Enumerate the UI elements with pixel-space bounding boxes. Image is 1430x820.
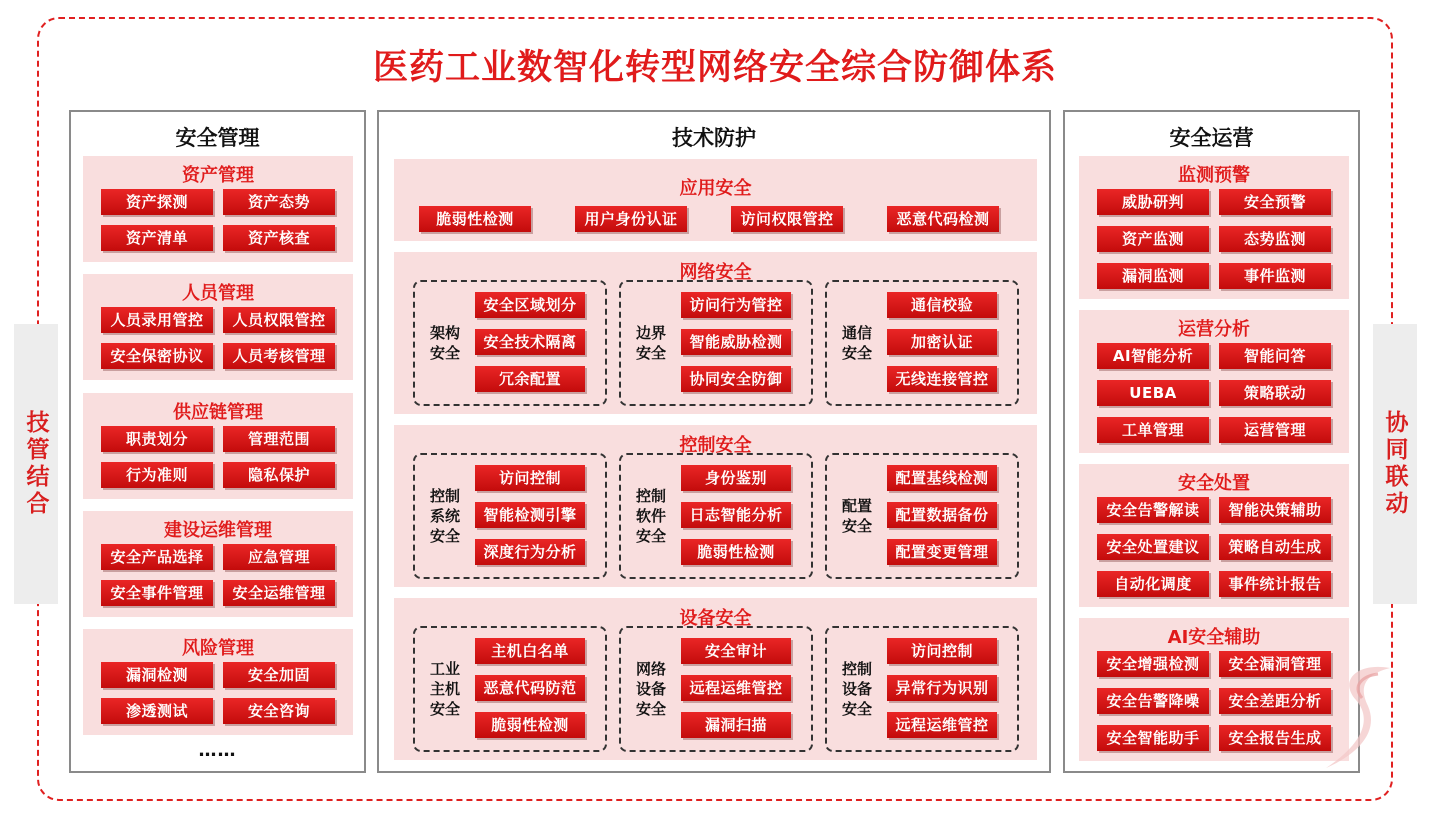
- more-ellipsis: ……: [198, 740, 237, 761]
- item-button[interactable]: 异常行为识别: [887, 675, 997, 701]
- mgmt-section-personnel: [83, 274, 353, 380]
- item-button[interactable]: 资产清单: [101, 225, 213, 251]
- item-button[interactable]: 人员录用管控: [101, 307, 213, 333]
- item-button[interactable]: 配置基线检测: [887, 465, 997, 491]
- item-button[interactable]: 访问控制: [475, 465, 585, 491]
- item-button[interactable]: 安全预警: [1219, 189, 1331, 215]
- section-title: AI安全辅助: [1167, 627, 1261, 648]
- ops-section-monitoring: [1079, 156, 1349, 299]
- item-button[interactable]: 脆弱性检测: [475, 712, 585, 738]
- section-title: 人员管理: [182, 283, 254, 304]
- group-box: [619, 453, 813, 579]
- ops-panel: [1063, 110, 1360, 773]
- item-button[interactable]: 策略自动生成: [1219, 534, 1331, 560]
- item-button[interactable]: 策略联动: [1219, 380, 1331, 406]
- item-button[interactable]: 智能检测引擎: [475, 502, 585, 528]
- mgmt-section-supply-chain: [83, 393, 353, 499]
- item-button[interactable]: UEBA: [1097, 380, 1209, 406]
- group-label: 架构 安全: [429, 324, 460, 362]
- section-title: 网络安全: [679, 262, 752, 283]
- item-button[interactable]: 智能问答: [1219, 343, 1331, 369]
- item-button[interactable]: 工单管理: [1097, 417, 1209, 443]
- item-button[interactable]: 人员权限管控: [223, 307, 335, 333]
- item-button[interactable]: 资产监测: [1097, 226, 1209, 252]
- item-button[interactable]: 管理范围: [223, 426, 335, 452]
- item-button[interactable]: 冗余配置: [475, 366, 585, 392]
- group-box: [413, 453, 607, 579]
- left-side-tag-label: 技管结合: [22, 410, 49, 518]
- item-button[interactable]: 远程运维管控: [887, 712, 997, 738]
- item-button[interactable]: 资产态势: [223, 189, 335, 215]
- group-box: [619, 280, 813, 406]
- brand-logo-watermark: [1318, 660, 1398, 775]
- group-box: [825, 626, 1019, 752]
- diagram-title: 医药工业数智化转型网络安全综合防御体系: [372, 48, 1057, 88]
- tech-panel-title: 技术防护: [672, 126, 756, 150]
- item-button[interactable]: 渗透测试: [101, 698, 213, 724]
- right-side-tag-label: 协同联动: [1381, 410, 1408, 518]
- management-panel: [69, 110, 366, 773]
- section-title: 监测预警: [1178, 165, 1250, 186]
- group-label: 网络 设备 安全: [635, 660, 666, 718]
- item-button[interactable]: 通信校验: [887, 292, 997, 318]
- item-button[interactable]: 身份鉴别: [681, 465, 791, 491]
- item-button[interactable]: 深度行为分析: [475, 539, 585, 565]
- group-label: 控制 软件 安全: [635, 487, 666, 545]
- item-button[interactable]: 协同安全防御: [681, 366, 791, 392]
- item-button[interactable]: 主机白名单: [475, 638, 585, 664]
- item-button[interactable]: 威胁研判: [1097, 189, 1209, 215]
- item-button[interactable]: 安全告警解读: [1097, 497, 1209, 523]
- item-button[interactable]: 恶意代码防范: [475, 675, 585, 701]
- group-label: 边界 安全: [635, 324, 666, 362]
- item-button[interactable]: 脆弱性检测: [419, 206, 531, 232]
- group-label: 配置 安全: [841, 497, 872, 535]
- mgmt-section-risk: [83, 629, 353, 735]
- item-button[interactable]: 安全加固: [223, 662, 335, 688]
- item-button[interactable]: AI智能分析: [1097, 343, 1209, 369]
- item-button[interactable]: 恶意代码检测: [887, 206, 999, 232]
- item-button[interactable]: 行为准则: [101, 462, 213, 488]
- item-button[interactable]: 安全告警降噪: [1097, 688, 1209, 714]
- section-title: 资产管理: [182, 165, 254, 186]
- item-button[interactable]: 安全保密协议: [101, 343, 213, 369]
- tech-section-app: [394, 159, 1037, 241]
- item-button[interactable]: 安全增强检测: [1097, 651, 1209, 677]
- section-title: 安全处置: [1178, 473, 1250, 494]
- item-button[interactable]: 自动化调度: [1097, 571, 1209, 597]
- item-button[interactable]: 智能决策辅助: [1219, 497, 1331, 523]
- section-title: 运营分析: [1178, 319, 1250, 340]
- item-button[interactable]: 安全处置建议: [1097, 534, 1209, 560]
- item-button[interactable]: 安全智能助手: [1097, 725, 1209, 751]
- section-title: 建设运维管理: [164, 520, 272, 541]
- item-button[interactable]: 应急管理: [223, 544, 335, 570]
- item-button[interactable]: 事件监测: [1219, 263, 1331, 289]
- group-box: [413, 280, 607, 406]
- tech-section-network: [394, 252, 1037, 414]
- left-side-tag: [14, 324, 58, 604]
- item-button[interactable]: 日志智能分析: [681, 502, 791, 528]
- mgmt-section-build-ops: [83, 511, 353, 617]
- item-button[interactable]: 安全事件管理: [101, 580, 213, 606]
- item-button[interactable]: 安全咨询: [223, 698, 335, 724]
- item-button[interactable]: 隐私保护: [223, 462, 335, 488]
- item-button[interactable]: 事件统计报告: [1219, 571, 1331, 597]
- section-title: 设备安全: [679, 608, 752, 629]
- item-button[interactable]: 漏洞扫描: [681, 712, 791, 738]
- group-label: 工业 主机 安全: [429, 660, 460, 718]
- item-button[interactable]: 资产核查: [223, 225, 335, 251]
- group-box: [825, 280, 1019, 406]
- section-title: 供应链管理: [173, 402, 263, 423]
- tech-section-control: [394, 425, 1037, 587]
- item-button[interactable]: 安全产品选择: [101, 544, 213, 570]
- tech-panel: [377, 110, 1051, 773]
- item-button[interactable]: 运营管理: [1219, 417, 1331, 443]
- ops-section-response: [1079, 464, 1349, 607]
- ops-panel-title: 安全运营: [1169, 126, 1254, 150]
- item-button[interactable]: 人员考核管理: [223, 343, 335, 369]
- item-button[interactable]: 安全运维管理: [223, 580, 335, 606]
- item-button[interactable]: 资产探测: [101, 189, 213, 215]
- item-button[interactable]: 远程运维管控: [681, 675, 791, 701]
- group-box: [413, 626, 607, 752]
- item-button[interactable]: 安全漏洞管理: [1219, 651, 1331, 677]
- item-button[interactable]: 用户身份认证: [575, 206, 687, 232]
- item-button[interactable]: 安全区域划分: [475, 292, 585, 318]
- item-button[interactable]: 安全审计: [681, 638, 791, 664]
- section-title: 控制安全: [679, 435, 752, 456]
- item-button[interactable]: 配置变更管理: [887, 539, 997, 565]
- item-button[interactable]: 访问控制: [887, 638, 997, 664]
- item-button[interactable]: 漏洞检测: [101, 662, 213, 688]
- item-button[interactable]: 配置数据备份: [887, 502, 997, 528]
- item-button[interactable]: 访问行为管控: [681, 292, 791, 318]
- ops-section-ai-assist: [1079, 618, 1349, 761]
- ops-section-analysis: [1079, 310, 1349, 453]
- tech-section-device: [394, 598, 1037, 760]
- right-side-tag: [1373, 324, 1417, 604]
- section-title: 应用安全: [679, 178, 752, 199]
- group-label: 控制 系统 安全: [429, 487, 460, 545]
- item-button[interactable]: 访问权限管控: [731, 206, 843, 232]
- item-button[interactable]: 智能威胁检测: [681, 329, 791, 355]
- mgmt-section-asset: [83, 156, 353, 262]
- group-label: 通信 安全: [841, 324, 872, 362]
- item-button[interactable]: 安全报告生成: [1219, 725, 1331, 751]
- management-panel-title: 安全管理: [175, 126, 260, 150]
- item-button[interactable]: 职责划分: [101, 426, 213, 452]
- item-button[interactable]: 脆弱性检测: [681, 539, 791, 565]
- item-button[interactable]: 态势监测: [1219, 226, 1331, 252]
- item-button[interactable]: 安全差距分析: [1219, 688, 1331, 714]
- item-button[interactable]: 加密认证: [887, 329, 997, 355]
- section-title: 风险管理: [182, 638, 254, 659]
- item-button[interactable]: 漏洞监测: [1097, 263, 1209, 289]
- item-button[interactable]: 无线连接管控: [887, 366, 997, 392]
- item-button[interactable]: 安全技术隔离: [475, 329, 585, 355]
- group-box: [619, 626, 813, 752]
- group-box: [825, 453, 1019, 579]
- group-label: 控制 设备 安全: [841, 660, 872, 718]
